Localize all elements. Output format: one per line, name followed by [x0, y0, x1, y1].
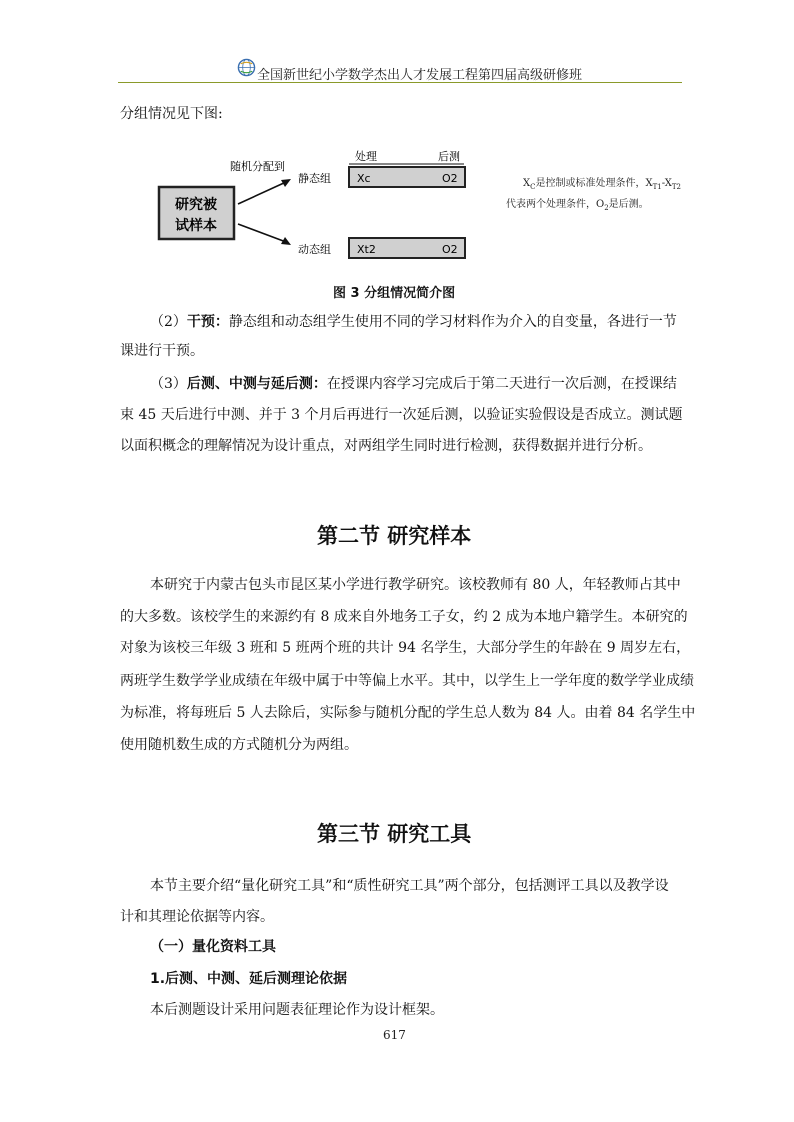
side-note-line2: 代表两个处理条件，$O_2$是后测。	[506, 199, 649, 212]
section-2-line: 的大多数。该校学生的来源约有 8 成来自外地务工子女，约 2 成为本地户籍学生。本研究的	[120, 609, 688, 625]
section-2-line: 使用随机数生成的方式随机分为两组。	[120, 737, 358, 753]
section-3-title: 第三节 研究工具	[317, 822, 472, 846]
subsection-heading-theory: 1.后测、中测、延后测理论依据	[150, 971, 348, 987]
group1-posttest: O2	[442, 172, 458, 185]
intro-line: 分组情况见下图:	[120, 106, 223, 122]
item-3-line2: 束 45 天后进行中测、并于 3 个月后再进行一次延后测，以验证实验假设是否成立。测试题	[120, 407, 683, 423]
posttest-header: 后测	[438, 150, 460, 163]
subsection-heading-quantitative: （一）量化资料工具	[150, 939, 276, 955]
section-3-line: 本节主要介绍“量化研究工具”和“质性研究工具”两个部分，包括测评工具以及教学设	[150, 878, 669, 894]
item-3-line1: （3）后测、中测与延后测：在授课内容学习完成后于第二天进行一次后测，在授课结	[150, 376, 677, 392]
assignment-label: 随机分配到	[230, 160, 285, 173]
item-3-line3: 以面积概念的理解情况为设计重点，对两组学生同时进行检测，获得数据并进行分析。	[120, 438, 652, 454]
treatment-header: 处理	[355, 150, 377, 163]
item-2-line2: 课进行干预。	[120, 343, 204, 359]
page-number: 617	[383, 1028, 406, 1042]
globe-logo-icon	[237, 58, 256, 77]
header-divider	[118, 82, 682, 83]
sample-box-line2: 试样本	[175, 218, 217, 234]
section-3-line: 计和其理论依据等内容。	[120, 909, 274, 925]
section-2-line: 本研究于内蒙古包头市昆区某小学进行教学研究。该校教师有 80 人，年轻教师占其中	[150, 577, 681, 593]
section-2-line: 为标准，将每班后 5 人去除后，实际参与随机分配的学生总人数为 84 人。由着 84 名学生中	[120, 705, 696, 721]
group2-posttest: O2	[442, 243, 458, 256]
grouping-diagram	[150, 142, 510, 272]
figure-caption: 图 3 分组情况简介图	[333, 286, 456, 301]
item-2-line1: （2）干预：静态组和动态组学生使用不同的学习材料作为介入的自变量，各进行一节	[150, 314, 677, 330]
group1-label: 静态组	[298, 172, 331, 185]
group2-label: 动态组	[298, 243, 331, 256]
side-note-line1: $X_C$是控制或标准处理条件，$X_{T1}-X_{T2}$	[523, 178, 682, 191]
section-2-title: 第二节 研究样本	[317, 524, 472, 548]
header-title: 全国新世纪小学数学杰出人才发展工程第四届高级研修班	[257, 68, 583, 83]
section-3-last-line: 本后测题设计采用问题表征理论作为设计框架。	[150, 1002, 444, 1018]
section-2-line: 对象为该校三年级 3 班和 5 班两个班的共计 94 名学生，大部分学生的年龄在 9 周岁左右，	[120, 640, 691, 656]
section-2-line: 两班学生数学学业成绩在年级中属于中等偏上水平。其中，以学生上一学年度的数学学业成绩	[120, 673, 694, 689]
group1-treatment: Xc	[357, 172, 371, 185]
sample-box-line1: 研究被	[175, 197, 217, 213]
group2-treatment: Xt2	[357, 243, 376, 256]
